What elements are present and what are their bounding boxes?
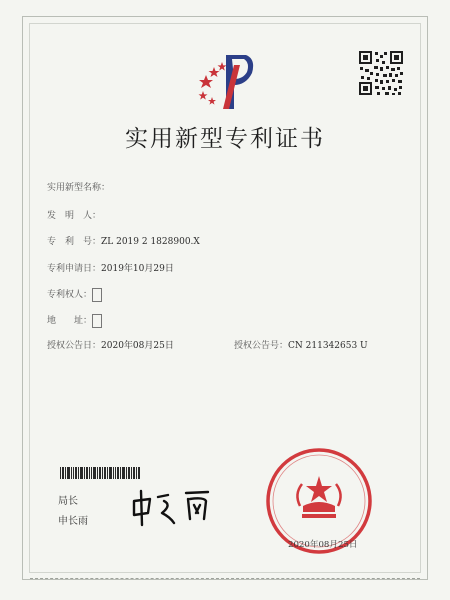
- grant-date-row: [47, 338, 174, 351]
- patentee-value: [92, 288, 102, 302]
- director-title: 局长: [58, 496, 78, 507]
- patent-number-value: ZL 2019 2 1828900.X: [101, 237, 200, 247]
- patent-office-logo-icon: [196, 45, 258, 113]
- filing-date-row: [47, 261, 174, 274]
- utility-model-name-label: 实用新型名称：: [47, 183, 111, 193]
- patentee-label: 专利权人：: [47, 290, 93, 300]
- bottom-divider: [30, 578, 420, 579]
- page-title: 实用新型专利证书: [125, 126, 325, 152]
- inventor-row: [47, 208, 101, 221]
- director-signature: [128, 483, 248, 531]
- grant-number-row: [234, 338, 368, 351]
- grant-number-label: 授权公告号：: [234, 341, 289, 351]
- utility-model-name-row: [47, 180, 110, 193]
- patent-number-label: 专 利 号：: [47, 237, 102, 247]
- address-row: [47, 313, 102, 326]
- filing-date-value: 2019年10月29日: [101, 264, 174, 274]
- address-value: [92, 314, 102, 328]
- barcode-icon: [60, 467, 140, 479]
- patentee-row: [47, 287, 102, 300]
- qr-code-icon: [358, 50, 404, 96]
- director-name: 申长雨: [58, 516, 88, 527]
- filing-date-label: 专利申请日：: [47, 264, 102, 274]
- grant-date-label: 授权公告日：: [47, 341, 102, 351]
- patent-number-row: [47, 234, 200, 247]
- grant-number-value: CN 211342653 U: [288, 341, 368, 351]
- inventor-label: 发 明 人：: [47, 211, 102, 221]
- grant-date-value: 2020年08月25日: [101, 341, 174, 351]
- seal-date: 2020年08月25日: [288, 540, 358, 550]
- address-label: 地 址：: [47, 316, 93, 326]
